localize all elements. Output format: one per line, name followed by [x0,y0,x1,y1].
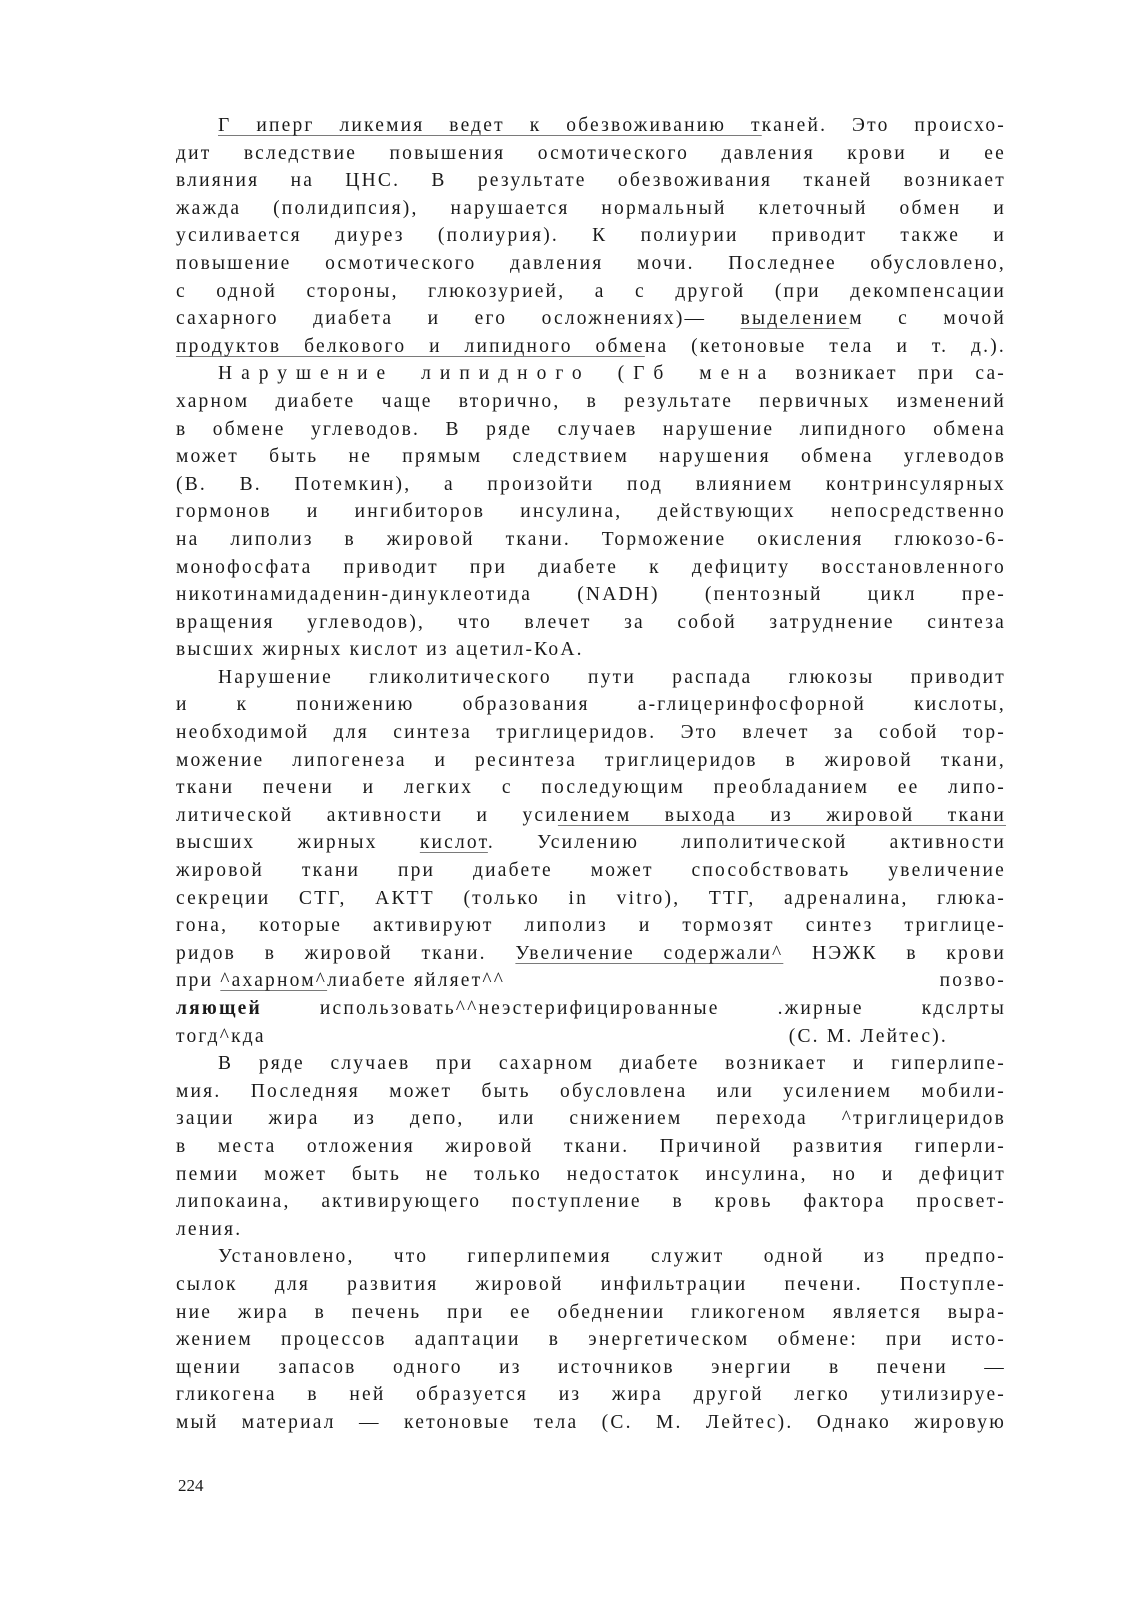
underlined-text: Г иперг ликемия ведет к обезвоживанию т [218,115,762,136]
paragraph-glycolytic-pathway [176,664,1006,1050]
text-line: в обмене углеводов. В ряде случаев нарушение липидного обмена [176,418,1006,440]
text-line: усиливается диурез (полиурия). К полиурии приводит также и [176,225,1006,247]
spaced-heading-text: Нарушение липидного (Гб мена [218,363,776,385]
text-line: Нарушение гликолитического пути распада глюкозы приводит [218,666,1006,688]
text-line: с одной стороны, глюкозурией, а с другой (при декомпенсации [176,280,1006,302]
page-number: 224 [178,1476,204,1495]
text-line [176,967,1006,995]
text-fragment: возникает при са- [775,363,1006,385]
paragraph-hyperlipemia [176,1050,1006,1243]
text-line: зации жира из депо, или снижением перехода ^триглицеридов [176,1108,1006,1130]
text-line: секреции СТГ, АКТТ (только in vitro), ТТГ, адреналина, глюка- [176,887,1006,909]
underlined-text: выделение [740,308,850,330]
text-line: ние жира в печень при ее обеднении гликогеном является выра- [176,1301,1006,1323]
text-line: может быть не прямым следствием нарушения обмена углеводов [176,446,1006,468]
text-line [176,305,1006,333]
bold-text: ляющей [176,998,262,1019]
text-fragment: при [176,970,221,992]
text-fragment: каней. Это происхо- [761,115,1006,136]
text-line: жировой ткани при диабете может способствовать увеличение [176,860,1006,882]
text-line: вращения углеводов), что влечет за собой затруднение синтеза [176,611,1006,633]
text-line: можение липогенеза и ресинтеза триглицеридов в жировой ткани, [176,749,1006,771]
text-line: монофосфата приводит при диабете к дефициту восстановленного [176,556,1006,578]
text-line: Установлено, что гиперлипемия служит одной из предпо- [218,1246,1006,1268]
paragraph-lipid-metabolism [176,360,1006,664]
text-line: и к понижению образования а-глицеринфосфорной кислоты, [176,694,1006,716]
text-fragment: лиабете яйляет^^ [327,970,506,992]
underlined-text: Увеличение содержали^ [515,942,784,964]
underlined-text: лением выхода из жировой ткани [557,804,1006,826]
text-line: (В. В. Потемкин), а произойти под влиянием контринсулярных [176,473,1006,495]
text-line: на липолиз в жировой ткани. Торможение окисления глюкозо-6- [176,528,1006,550]
text-line: дит вследствие повышения осмотического давления крови и ее [176,142,1006,164]
underlined-text: кислот [419,832,488,854]
text-line: жением процессов адаптации в энергетическом обмене: при исто- [176,1329,1006,1351]
text-fragment: сахарного диабета и его осложнениях)— [176,308,741,330]
text-line: влияния на ЦНС. В результате обезвоживания тканей возникает [176,170,1006,192]
text-line: гона, которые активируют липолиз и тормозят синтез триглице- [176,915,1006,937]
text-line [176,940,1006,968]
text-line: жажда (полидипсия), нарушается нормальный клеточный обмен и [176,197,1006,219]
text-line: ления. [176,1218,243,1240]
text-line: сылок для развития жировой инфильтрации печени. Поступле- [176,1273,1006,1295]
text-fragment: использовать^^неэстерифицированные .жирные кдслрты [261,998,1006,1019]
text-line [176,333,1006,361]
text-line [176,829,1006,857]
text-line [176,1023,1006,1051]
underlined-text: ^ахарном^ [220,970,328,992]
text-line: мый материал — кетоновые тела (С. М. Лейтес). Однако жировую [176,1411,1006,1433]
text-line: ткани печени и легких с последующим преобладанием ее липо- [176,777,1006,799]
text-fragment: литической активности и уси [176,804,558,826]
text-line: повышение осмотического давления мочи. Последнее обусловлено, [176,252,1006,274]
text-line [176,802,1006,830]
text-line: В ряде случаев при сахарном диабете возникает и гиперлипе- [218,1053,1006,1075]
text-line: мия. Последняя может быть обусловлена или усилением мобили- [176,1080,1006,1102]
text-fragment [176,967,505,995]
text-line [176,360,1006,388]
text-line [176,995,1006,1023]
citation: (С. М. Лейтес). [788,1025,948,1047]
text-line: гликогена в ней образуется из жира другой легко утилизируе- [176,1384,1006,1406]
text-fragment: на (кетоновые тела и т. д.). [644,335,1006,357]
text-line: необходимой для синтеза триглицеридов. Это влечет за собой тор- [176,722,1006,744]
underlined-text: продуктов белкового и липидного обме [176,335,645,357]
paragraph-hyperglycemia [176,112,1006,360]
text-line: в места отложения жировой ткани. Причиной развития гиперли- [176,1135,1006,1157]
text-line: липокаина, активирующего поступление в кровь фактора просвет- [176,1191,1006,1213]
text-line: гормонов и ингибиторов инсулина, действующих непосредственно [176,501,1006,523]
text-line [176,112,1006,140]
paragraph-fatty-infiltration [176,1243,1006,1436]
text-fragment: . Усилению липолитической активности [487,832,1006,854]
text-line: высших жирных кислот из ацетил-КоА. [176,639,584,661]
text-line: пемии может быть не только недостаток инсулина, но и дефицит [176,1163,1006,1185]
text-line: щении запасов одного из источников энергии в печени — [176,1356,1006,1378]
text-fragment: НЭЖК в крови [783,942,1006,964]
text-fragment: м с мочой [849,308,1006,330]
text-line: никотинамидаденин-динуклеотида (NADH) (пентозный цикл пре- [176,584,1006,606]
text-fragment: позво- [939,970,1006,992]
text-line: харном диабете чаще вторично, в результате первичных изменений [176,390,1006,412]
text-fragment: высших жирных [176,832,420,854]
text-fragment: ридов в жировой ткани. [176,942,516,964]
document-page [176,112,1006,1437]
text-fragment: тогд^кда [176,1025,266,1047]
